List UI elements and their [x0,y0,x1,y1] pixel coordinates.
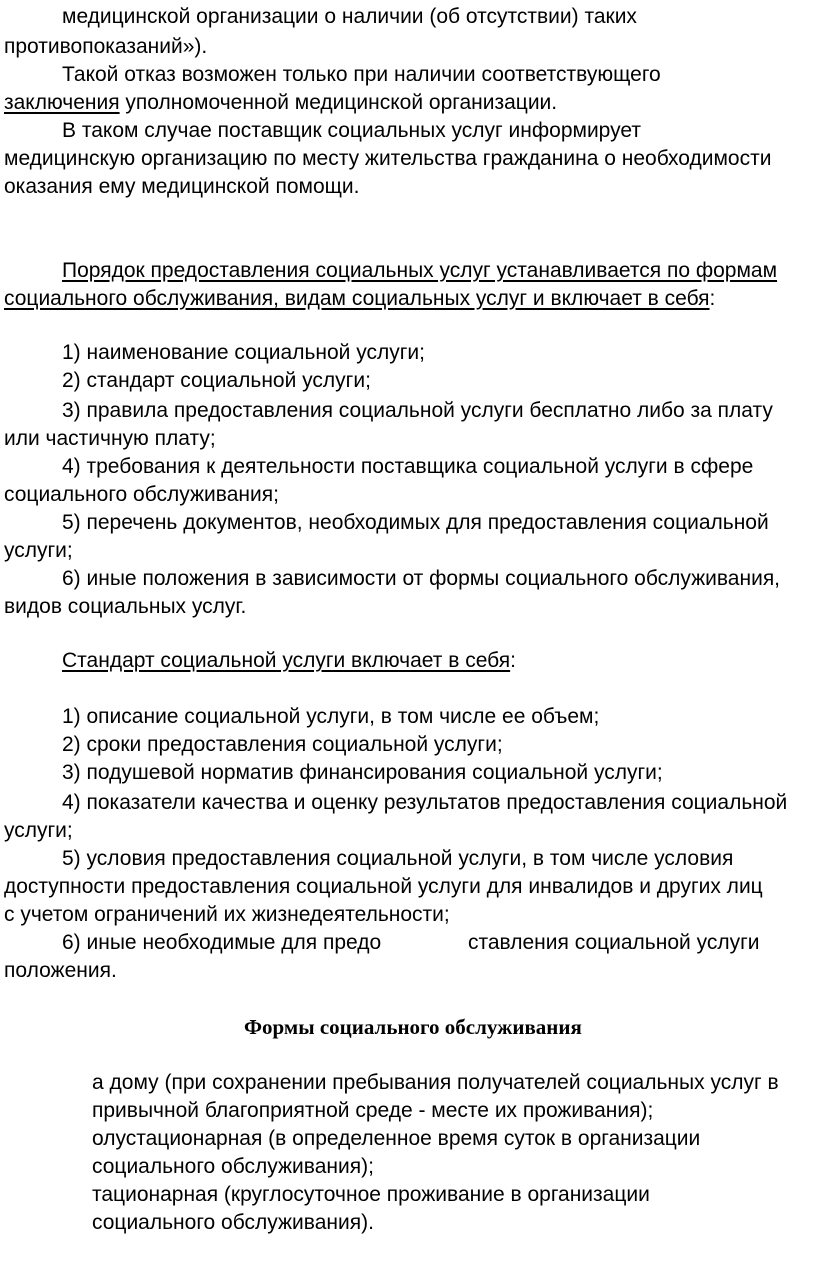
forms-item-3-line-1: тационарная (круглосуточное проживание в организации [92,1183,650,1206]
standard-item-3: 3) подушевой норматив финансирования социальной услуги; [62,761,663,784]
forms-item-3-line-2: социального обслуживания). [92,1211,374,1234]
procedure-item-5-line-1: 5) перечень документов, необходимых для предоставления социальной [62,511,769,534]
procedure-item-2: 2) стандарт социальной услуги; [62,369,371,392]
conclusion-underlined-word: заключения [4,91,120,114]
standard-item-4-line-2: услуги; [4,819,73,842]
standard-item-5-line-3: с учетом ограничений их жизнедеятельности; [4,903,450,926]
procedure-item-4-line-2: социального обслуживания; [4,483,279,506]
procedure-item-6-line-2: видов социальных услуг. [4,595,247,618]
intro-paragraph-3-line-2: медицинскую организацию по месту жительства гражданина о необходимости [4,147,772,170]
procedure-item-4-line-1: 4) требования к деятельности поставщика социальной услуги в сфере [62,455,754,478]
procedure-heading-colon: : [709,287,716,310]
procedure-item-3-line-1: 3) правила предоставления социальной услуги бесплатно либо за плату [62,399,773,422]
procedure-heading-line-1: Порядок предоставления социальных услуг устанавливается по формам [62,259,778,282]
standard-item-6-line-2: положения. [4,959,117,982]
forms-heading: Формы социального обслуживания [244,1015,582,1039]
forms-item-1-line-2: привычной благоприятной среде - месте их проживания); [92,1099,654,1122]
forms-item-2-line-2: социального обслуживания); [92,1155,374,1178]
intro-line-2: противопоказаний»). [4,35,208,58]
standard-item-6-line-1b: ставления социальной услуги [468,931,760,954]
procedure-item-5-line-2: услуги; [4,539,73,562]
standard-item-5-line-2: доступности предоставления социальной услуги для инвалидов и других лиц [4,875,763,898]
procedure-heading-text: социального обслуживания, видам социальных услуг и включает в себя [4,287,710,310]
procedure-heading-line-2 [4,286,715,312]
standard-item-6-line-1a: 6) иные необходимые для предо [62,931,382,954]
intro-paragraph-2-line-2 [4,90,557,116]
intro-paragraph-2-rest: уполномоченной медицинской организации. [119,91,558,114]
standard-item-2: 2) сроки предоставления социальной услуги; [62,733,503,756]
standard-item-4-line-1: 4) показатели качества и оценку результатов предоставления социальной [62,791,788,814]
intro-line-1: медицинской организации о наличии (об отсутствии) таких [62,5,637,28]
standard-heading-text: Стандарт социальной услуги включает в себя [62,649,511,672]
standard-item-5-line-1: 5) условия предоставления социальной услуги, в том числе условия [62,847,734,870]
procedure-item-6-line-1: 6) иные положения в зависимости от формы социального обслуживания, [62,567,781,590]
procedure-item-1: 1) наименование социальной услуги; [62,341,425,364]
forms-item-1-line-1: а дому (при сохранении пребывания получателей социальных услуг в [92,1071,779,1094]
intro-paragraph-2-line-1: Такой отказ возможен только при наличии соответствующего [62,63,661,86]
standard-heading [62,648,516,674]
procedure-item-3-line-2: или частичную плату; [4,427,216,450]
intro-paragraph-3-line-3: оказания ему медицинской помощи. [4,175,360,198]
standard-item-1: 1) описание социальной услуги, в том числе ее объем; [62,705,600,728]
forms-item-2-line-1: олустационарная (в определенное время суток в организации [92,1127,701,1150]
intro-paragraph-3-line-1: В таком случае поставщик социальных услуг информирует [62,119,641,142]
standard-heading-colon: : [510,649,516,672]
